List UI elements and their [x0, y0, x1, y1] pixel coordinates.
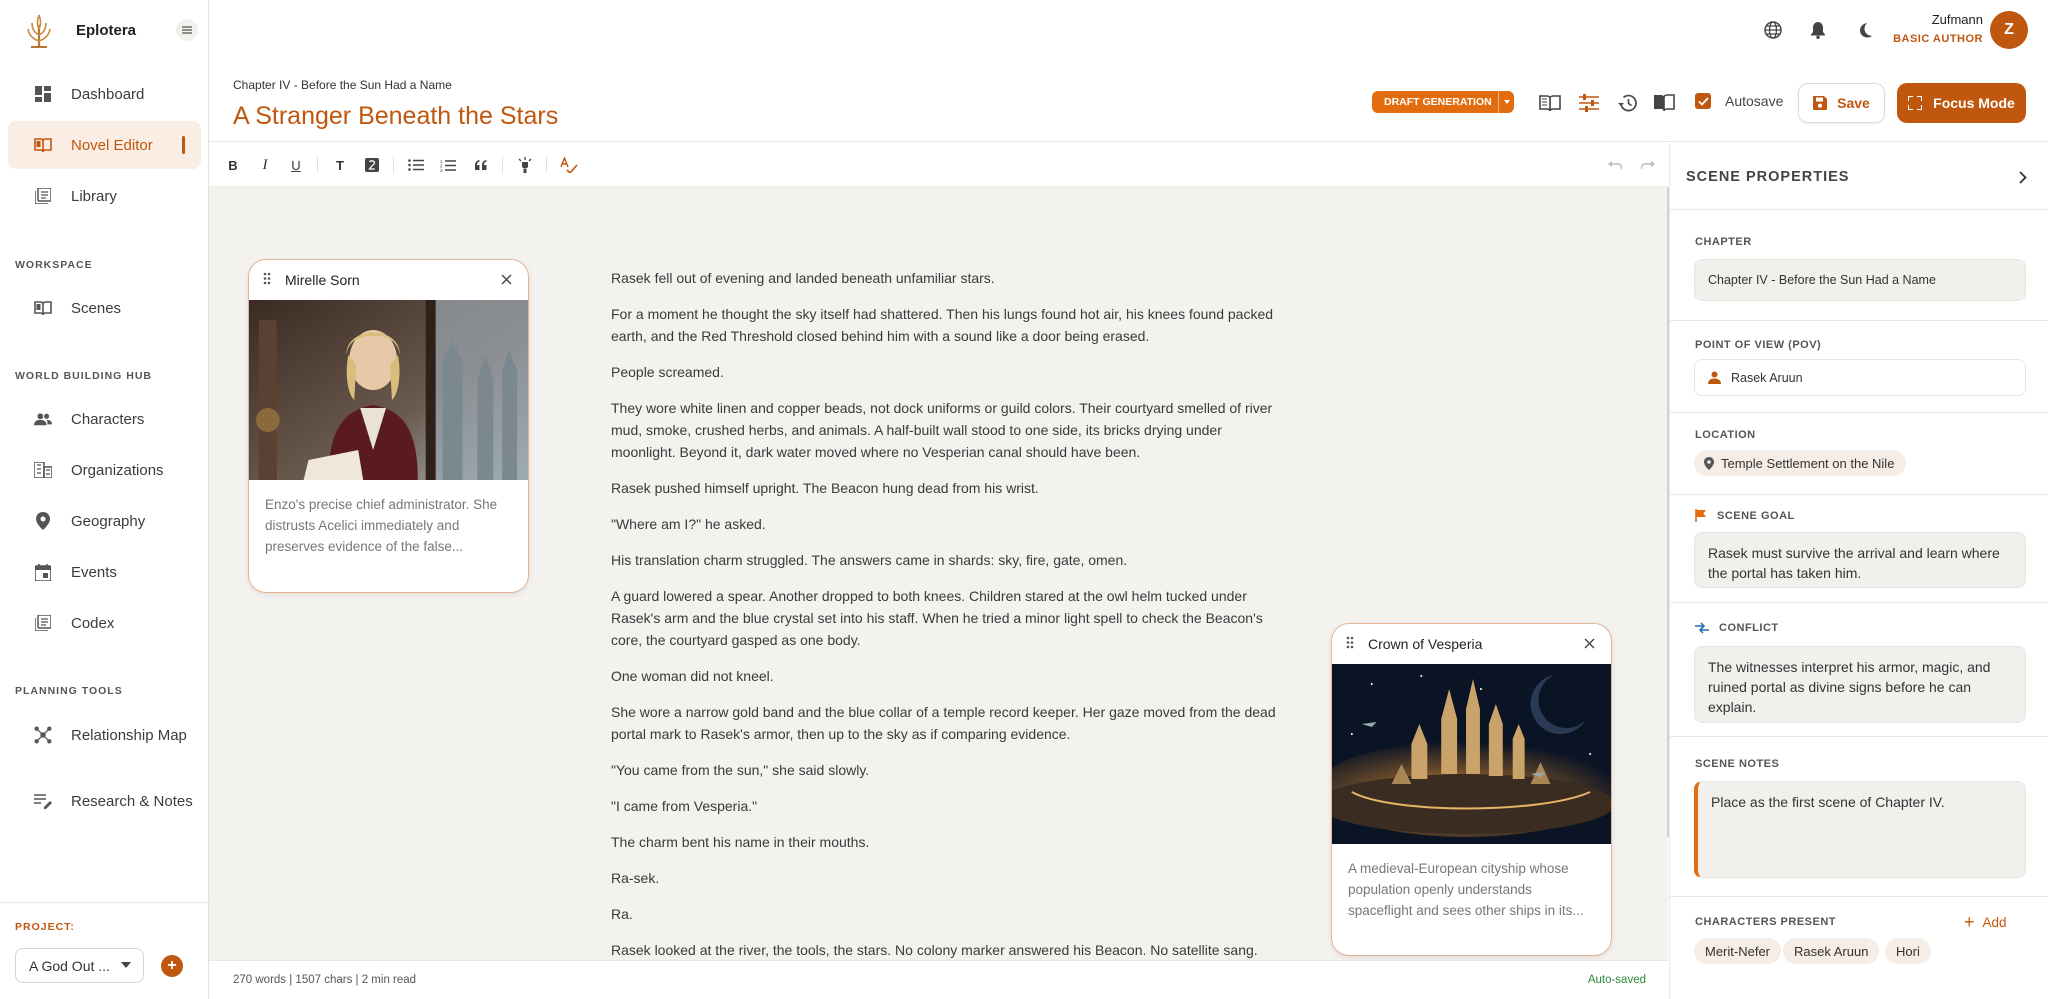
chapter-breadcrumb[interactable]: Chapter IV - Before the Sun Had a Name	[233, 78, 452, 92]
drag-handle-icon[interactable]	[263, 272, 271, 288]
nav-label: Novel Editor	[71, 136, 153, 154]
nav-label: Events	[71, 563, 117, 581]
avatar[interactable]: Z	[1990, 11, 2028, 49]
pov-select[interactable]	[1694, 359, 2026, 396]
add-label: Add	[1982, 915, 2007, 930]
nav-library[interactable]	[8, 172, 201, 220]
chapter-value: Chapter IV - Before the Sun Had a Name	[1708, 273, 1936, 287]
conflict-value: The witnesses interpret his armor, magic, and ruined portal as divine signs before he can explain.	[1708, 659, 1991, 715]
divider	[1670, 494, 2048, 495]
card-description: A medieval-European cityship whose population openly understands spaceflight and sees other ships in its...	[1348, 861, 1584, 918]
drag-handle-icon[interactable]	[1346, 636, 1354, 652]
location-card[interactable]	[1331, 623, 1612, 956]
paragraph[interactable]: Rasek pushed himself upright. The Beacon hung dead from his wrist.	[611, 480, 1039, 496]
map-pin-icon	[1704, 457, 1714, 470]
conflict-label	[1695, 622, 1779, 634]
divider	[1670, 412, 2048, 413]
user-role: BASIC AUTHOR	[1893, 33, 1983, 45]
spotlight-icon[interactable]	[515, 155, 535, 175]
scene-properties-panel	[1669, 143, 2048, 999]
bold-icon[interactable]: B	[228, 157, 238, 173]
chevron-down-icon	[121, 962, 131, 968]
underline-icon[interactable]: U	[291, 157, 301, 173]
divider	[1670, 320, 2048, 321]
formatting-toolbar	[209, 143, 1668, 187]
add-project-button[interactable]	[161, 955, 183, 977]
moon-icon[interactable]	[1854, 19, 1876, 41]
status-bar	[209, 960, 1668, 999]
close-icon[interactable]	[501, 272, 512, 288]
card-title: Mirelle Sorn	[285, 272, 360, 288]
editor-canvas[interactable]	[209, 187, 1668, 960]
scene-title[interactable]: A Stranger Beneath the Stars	[233, 102, 559, 130]
word-count: 270 words | 1507 chars | 2 min read	[233, 974, 417, 986]
divider	[1670, 209, 2048, 210]
scene-goal-value: Rasek must survive the arrival and learn where the portal has taken him.	[1708, 545, 2000, 581]
sliders-icon[interactable]	[1578, 92, 1600, 114]
character-chip[interactable]: Hori	[1885, 938, 1931, 964]
scene-goal-field[interactable]	[1694, 532, 2026, 588]
nav-geography[interactable]	[8, 497, 201, 545]
divider	[1670, 896, 2048, 897]
divider	[1670, 736, 2048, 737]
pov-label: POINT OF VIEW (POV)	[1695, 339, 1822, 351]
nav-label: Research & Notes	[71, 792, 193, 810]
app-name: Eplotera	[76, 21, 137, 39]
nav-label: Relationship Map	[71, 726, 187, 744]
paragraph[interactable]: Ra-sek.	[611, 870, 660, 886]
nav-dashboard[interactable]	[8, 70, 201, 118]
calendar-icon	[34, 563, 52, 581]
panel-title: SCENE PROPERTIES	[1686, 169, 1850, 185]
project-select[interactable]	[15, 948, 144, 983]
card-title: Crown of Vesperia	[1368, 636, 1483, 652]
dashboard-icon	[34, 85, 52, 103]
focus-mode-button[interactable]	[1897, 83, 2026, 123]
building-icon	[34, 461, 52, 479]
nav-label: Scenes	[71, 299, 122, 317]
italic-icon[interactable]: I	[262, 156, 268, 173]
globe-icon[interactable]	[1762, 19, 1784, 41]
svg-text:1: 1	[440, 158, 443, 164]
project-label: PROJECT:	[15, 921, 75, 933]
menu-toggle-icon[interactable]	[176, 19, 198, 41]
scene-goal-label	[1695, 509, 1795, 522]
topbar	[209, 0, 2048, 60]
character-card[interactable]	[248, 259, 529, 593]
undo-icon[interactable]	[1605, 155, 1625, 175]
save-button[interactable]	[1798, 83, 1885, 123]
library-icon	[34, 187, 52, 205]
bullet-list-icon[interactable]	[406, 155, 426, 175]
section-planning-tools: PLANNING TOOLS	[15, 685, 123, 697]
focus-mode-label: Focus Mode	[1933, 95, 2015, 111]
add-character-button[interactable]	[1964, 912, 2007, 933]
book-open-icon	[34, 136, 52, 154]
pov-value: Rasek Aruun	[1731, 370, 1803, 385]
chevron-right-icon[interactable]	[2014, 168, 2032, 186]
section-world-building: WORLD BUILDING HUB	[15, 370, 152, 382]
svg-text:3: 3	[440, 167, 443, 172]
manuscript-text[interactable]	[611, 267, 1281, 960]
brand[interactable]	[24, 10, 136, 50]
paragraph[interactable]: His translation charm struggled. The answers came in shards: sky, fire, gate, omen.	[611, 552, 1128, 568]
nav-label: Organizations	[71, 461, 164, 479]
location-value: Temple Settlement on the Nile	[1721, 455, 1895, 471]
location-label: LOCATION	[1695, 429, 1756, 441]
card-header[interactable]	[249, 260, 528, 300]
map-pin-icon	[34, 512, 52, 530]
scene-goal-label-text: SCENE GOAL	[1717, 509, 1795, 522]
read-book-icon[interactable]	[1539, 92, 1561, 114]
text-style-icon[interactable]: T	[336, 157, 344, 173]
card-header[interactable]	[1332, 624, 1611, 664]
sidebar-divider	[0, 902, 209, 903]
location-chip[interactable]	[1694, 450, 1906, 476]
people-icon	[34, 410, 52, 428]
character-portrait-image	[249, 300, 528, 480]
autosave-toggle[interactable]	[1695, 93, 1783, 109]
nav-characters[interactable]	[8, 395, 201, 443]
sidebar	[0, 0, 209, 999]
plus-icon: +	[167, 957, 177, 974]
book-icon[interactable]	[1653, 92, 1675, 114]
scene-notes-label: SCENE NOTES	[1695, 758, 1780, 770]
paragraph[interactable]: The charm bent his name in their mouths.	[611, 834, 870, 850]
paragraph[interactable]: "I came from Vesperia."	[611, 798, 758, 814]
paragraph[interactable]: Rasek fell out of evening and landed beneath unfamiliar stars.	[611, 270, 995, 286]
project-select-value: A God Out ...	[29, 957, 110, 974]
person-icon	[1708, 371, 1721, 384]
save-label: Save	[1837, 95, 1870, 111]
nav-organizations[interactable]	[8, 446, 201, 494]
cityship-image	[1332, 664, 1611, 844]
chapter-label: CHAPTER	[1695, 236, 1752, 248]
nav-label: Library	[71, 187, 117, 205]
spellcheck-icon[interactable]	[559, 155, 579, 175]
autosave-label: Autosave	[1725, 93, 1784, 109]
quote-icon[interactable]	[471, 155, 491, 175]
codex-icon	[34, 614, 52, 632]
flag-icon	[1695, 509, 1707, 522]
heading-icon[interactable]	[362, 155, 382, 175]
character-chip[interactable]: Rasek Aruun	[1783, 938, 1879, 964]
paragraph[interactable]: "Where am I?" he asked.	[611, 516, 766, 532]
paragraph[interactable]: One woman did not kneel.	[611, 668, 774, 684]
notes-icon	[34, 792, 52, 810]
character-chip[interactable]: Merit-Nefer	[1694, 938, 1781, 964]
nav-research-notes[interactable]	[8, 777, 201, 825]
paragraph[interactable]: People screamed.	[611, 364, 724, 380]
chapter-select[interactable]	[1694, 259, 2026, 301]
scene-notes-field[interactable]	[1694, 781, 2026, 878]
nav-events[interactable]	[8, 548, 201, 596]
network-icon	[34, 726, 52, 744]
conflict-label-text: CONFLICT	[1719, 622, 1779, 634]
close-icon[interactable]	[1584, 636, 1595, 652]
nav-novel-editor[interactable]	[8, 121, 201, 169]
tree-logo-icon	[24, 10, 54, 50]
paragraph[interactable]: "You came from the sun," she said slowly.	[611, 762, 870, 778]
paragraph[interactable]: Ra.	[611, 906, 633, 922]
conflict-field[interactable]	[1694, 646, 2026, 723]
card-description: Enzo's precise chief administrator. She distrusts Acelici immediately and preserves evidence of the false...	[265, 497, 498, 554]
history-icon[interactable]	[1616, 92, 1638, 114]
save-status: Auto-saved	[1587, 974, 1646, 986]
bell-icon[interactable]	[1807, 19, 1829, 41]
scene-notes-value: Place as the first scene of Chapter IV.	[1711, 794, 1945, 810]
nav-codex[interactable]	[8, 599, 201, 647]
paragraph[interactable]: A guard lowered a spear. Another dropped to both knees. Children stared at the owl helm tucked under Rasek's arm and the blue crystal set into his staff. When he tried a minor light spell to check the Beacon's core, the courtyard gasped as one body.	[611, 588, 1263, 648]
redo-icon[interactable]	[1638, 155, 1658, 175]
plus-icon: +	[1964, 912, 1975, 932]
nav-label: Characters	[71, 410, 145, 428]
nav-label: Geography	[71, 512, 146, 530]
draft-generation-button[interactable]	[1372, 91, 1514, 113]
characters-present-label: CHARACTERS PRESENT	[1695, 916, 1837, 928]
toolbar-divider	[502, 157, 503, 173]
scenes-icon	[34, 299, 52, 317]
nav-relationship-map[interactable]	[8, 711, 201, 759]
floppy-disk-icon	[1813, 96, 1827, 110]
chevron-down-icon[interactable]	[1498, 91, 1514, 113]
paragraph[interactable]: Rasek looked at the river, the tools, the stars. No colony marker answered his Beacon. No satellite sang.	[611, 942, 1258, 958]
user-name: Zufmann	[1931, 12, 1983, 27]
paragraph[interactable]: They wore white linen and copper beads, not dock uniforms or guild colors. Their courtyard smelled of river mud, smoke, crushed herbs, and animals. A half-built wall stood to one side, its bricks drying under moonlight. Beyond it, dark water moved where no Vesperian canal should have been.	[611, 400, 1273, 460]
toolbar-divider	[317, 157, 318, 173]
paragraph[interactable]: For a moment he thought the sky itself had shattered. Then his lungs found hot air, his knees found packed earth, and the Red Threshold closed behind him with a sound like a door being erased.	[611, 306, 1274, 344]
fullscreen-icon	[1908, 96, 1922, 110]
checkbox-checked-icon[interactable]	[1695, 93, 1711, 109]
draft-generation-label: DRAFT GENERATION	[1384, 96, 1492, 108]
divider	[1670, 602, 2048, 603]
section-workspace: WORKSPACE	[15, 259, 93, 271]
toolbar-divider	[546, 157, 547, 173]
nav-label: Codex	[71, 614, 115, 632]
svg-text:2: 2	[440, 163, 443, 168]
compare-arrows-icon	[1695, 622, 1709, 634]
nav-scenes[interactable]	[8, 284, 201, 332]
nav-label: Dashboard	[71, 85, 145, 103]
toolbar-divider	[393, 157, 394, 173]
paragraph[interactable]: She wore a narrow gold band and the blue collar of a temple record keeper. Her gaze moved from the dead portal mark to Rasek's armor, then up to the sky as if comparing evidence.	[611, 704, 1276, 742]
numbered-list-icon[interactable]	[438, 155, 458, 175]
